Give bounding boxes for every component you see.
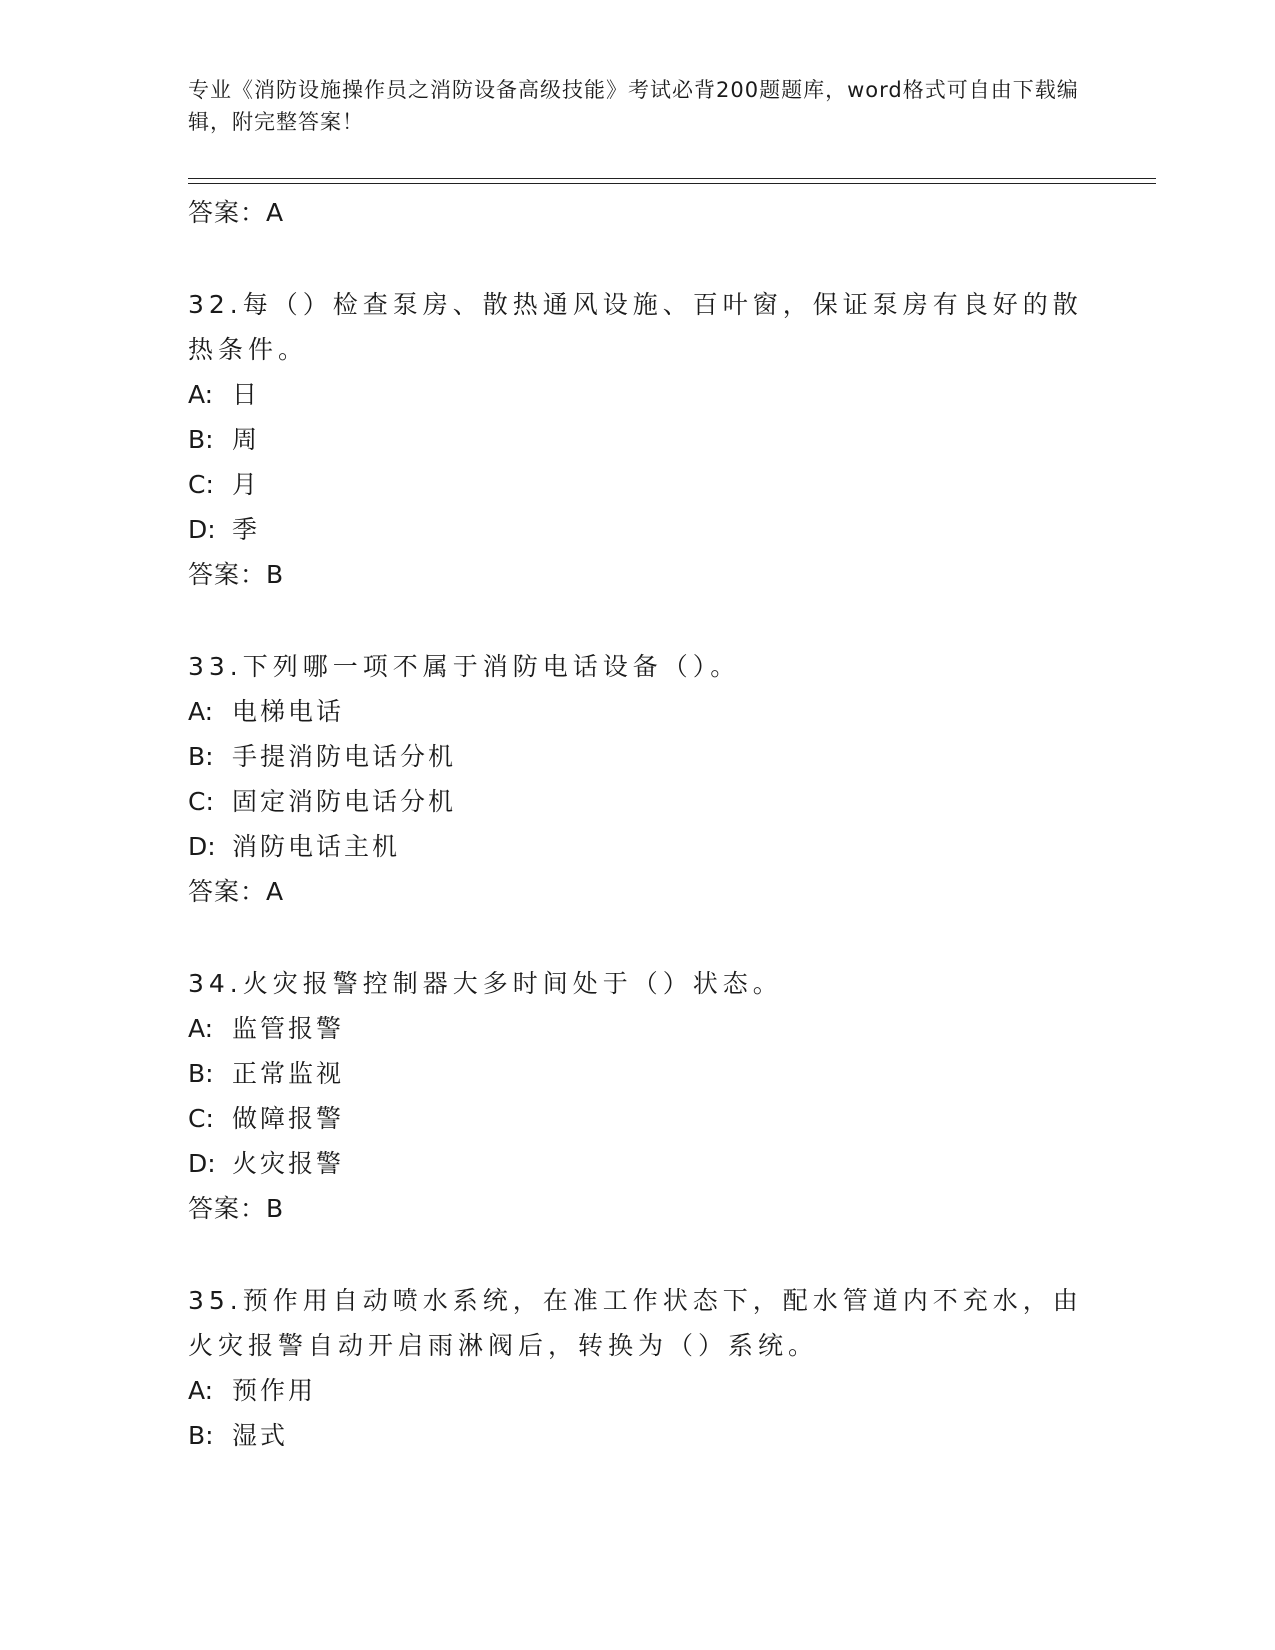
answer-line: 答案：B: [188, 1194, 285, 1223]
question-text: 32.每（）检查泵房、散热通风设施、百叶窗，保证泵房有良好的散热条件。: [188, 290, 1083, 364]
option-text: 季: [232, 515, 261, 544]
option-d: [188, 824, 1088, 869]
option-b: [188, 734, 1088, 779]
option-letter: B:: [188, 425, 214, 454]
option-text: 消防电话主机: [232, 832, 401, 861]
option-b: [188, 1051, 1088, 1096]
option-letter: D:: [188, 832, 216, 861]
option-text: 月: [232, 470, 261, 499]
option-letter: B:: [188, 1421, 214, 1450]
option-d: [188, 1141, 1088, 1186]
question-text: 34.火灾报警控制器大多时间处于（）状态。: [188, 969, 783, 998]
option-letter: C:: [188, 470, 214, 499]
option-text: 电梯电话: [232, 697, 345, 726]
option-letter: B:: [188, 742, 214, 771]
option-letter: B:: [188, 1059, 214, 1088]
question-item: [188, 644, 1088, 914]
option-c: [188, 462, 1088, 507]
option-letter: D:: [188, 1149, 216, 1178]
question-text: 33.下列哪一项不属于消防电话设备（）。: [188, 652, 741, 681]
option-d: [188, 507, 1088, 552]
option-text: 预作用: [232, 1376, 317, 1405]
option-letter: A:: [188, 697, 214, 726]
question-text: 35.预作用自动喷水系统，在准工作状态下，配水管道内不充水，由火灾报警自动开启雨淋阀后，转换为（）系统。: [188, 1286, 1083, 1360]
question-item: [188, 282, 1088, 597]
question-item: [188, 1278, 1088, 1458]
option-text: 日: [232, 380, 261, 409]
answer-line: 答案：A: [188, 198, 285, 227]
option-b: [188, 1413, 1088, 1458]
option-text: 正常监视: [232, 1059, 345, 1088]
option-letter: C:: [188, 787, 214, 816]
option-a: [188, 1368, 1088, 1413]
document-header: 专业《消防设施操作员之消防设备高级技能》考试必背200题题库，word格式可自由下载编辑，附完整答案！: [188, 78, 1079, 134]
header-rule-top: [188, 178, 1156, 179]
option-letter: A:: [188, 1376, 214, 1405]
option-text: 火灾报警: [232, 1149, 345, 1178]
option-text: 固定消防电话分机: [232, 787, 457, 816]
option-letter: C:: [188, 1104, 214, 1133]
option-text: 周: [232, 425, 261, 454]
header-rule-bottom: [188, 183, 1156, 184]
option-text: 监管报警: [232, 1014, 345, 1043]
option-letter: D:: [188, 515, 216, 544]
option-text: 手提消防电话分机: [232, 742, 457, 771]
question-list: [188, 190, 1088, 1458]
option-a: [188, 1006, 1088, 1051]
option-text: 湿式: [232, 1421, 289, 1450]
option-a: [188, 689, 1088, 734]
option-letter: A:: [188, 1014, 214, 1043]
option-text: 做障报警: [232, 1104, 345, 1133]
option-b: [188, 417, 1088, 462]
question-item: [188, 961, 1088, 1231]
option-a: [188, 372, 1088, 417]
option-c: [188, 779, 1088, 824]
answer-line: 答案：B: [188, 560, 285, 589]
option-c: [188, 1096, 1088, 1141]
answer-line: 答案：A: [188, 877, 285, 906]
option-letter: A:: [188, 380, 214, 409]
